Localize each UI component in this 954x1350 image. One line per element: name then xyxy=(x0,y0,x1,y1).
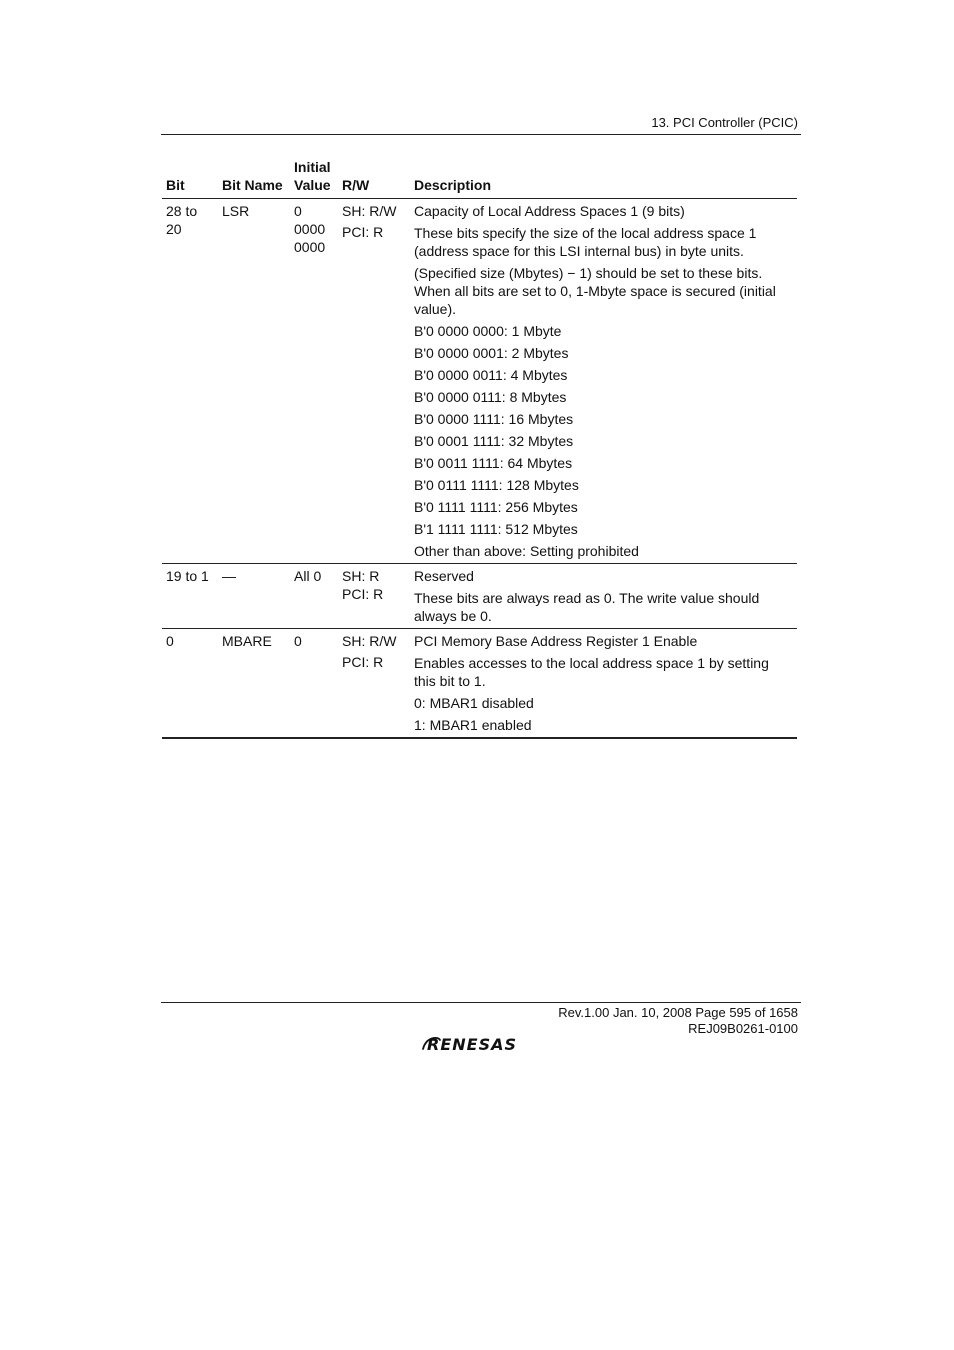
cell-rw xyxy=(338,199,410,564)
cell-bit-name: — xyxy=(218,564,290,629)
description-line: 1: MBAR1 enabled xyxy=(414,717,532,733)
cell-description xyxy=(410,564,797,629)
footer-divider xyxy=(161,1002,801,1003)
description-line: Enables accesses to the local address space 1 by setting this bit to 1. xyxy=(414,655,769,689)
cell-initial-value xyxy=(290,629,338,739)
description-line: B'0 1111 1111: 256 Mbytes xyxy=(414,499,578,515)
table-row xyxy=(162,629,797,739)
initial-value-line2: 0000 xyxy=(294,239,326,255)
rw-pci: PCI: R xyxy=(342,654,384,670)
cell-rw xyxy=(338,629,410,739)
description-line: B'0 0000 0111: 8 Mbytes xyxy=(414,389,567,405)
cell-bit-name: LSR xyxy=(218,199,290,564)
description-line: B'1 1111 1111: 512 Mbytes xyxy=(414,521,578,537)
column-header-description: Description xyxy=(410,157,797,199)
description-line: (Specified size (Mbytes) − 1) should be set to these bits. When all bits are set to 0, 1-Mbyte space is secured (initial value). xyxy=(414,265,776,317)
cell-initial-value xyxy=(290,199,338,564)
column-header-initial-value xyxy=(290,157,338,199)
footer-document-code: REJ09B0261-0100 xyxy=(688,1021,798,1036)
description-line: These bits specify the size of the local address space 1 (address space for this LSI internal bus) in byte units. xyxy=(414,225,757,259)
renesas-logo-mark xyxy=(420,1034,542,1054)
description-line: B'0 0011 1111: 64 Mbytes xyxy=(414,455,573,471)
description-line: B'0 0000 0011: 4 Mbytes xyxy=(414,367,568,383)
description-line: Reserved xyxy=(414,568,474,584)
description-line: B'0 0001 1111: 32 Mbytes xyxy=(414,433,574,449)
column-header-initial-line1: Initial xyxy=(294,159,331,175)
description-line: These bits are always read as 0. The write value should always be 0. xyxy=(414,590,760,624)
description-line: Capacity of Local Address Spaces 1 (9 bits) xyxy=(414,203,685,219)
page-footer xyxy=(558,1005,798,1037)
description-line: Other than above: Setting prohibited xyxy=(414,543,639,559)
renesas-logo xyxy=(420,1034,542,1054)
cell-bit-name: MBARE xyxy=(218,629,290,739)
description-line: B'0 0111 1111: 128 Mbytes xyxy=(414,477,579,493)
cell-description xyxy=(410,199,797,564)
description-line: B'0 0000 1111: 16 Mbytes xyxy=(414,411,574,427)
table-row xyxy=(162,564,797,629)
cell-bit: 0 xyxy=(162,629,218,739)
column-header-rw: R/W xyxy=(338,157,410,199)
cell-description xyxy=(410,629,797,739)
rw-sh: SH: R/W xyxy=(342,203,397,219)
column-header-initial-line2: Value xyxy=(294,177,331,193)
description-line: PCI Memory Base Address Register 1 Enable xyxy=(414,633,698,649)
initial-value-line1: 0 xyxy=(294,633,302,649)
logo-wordmark: RENESAS xyxy=(427,1035,517,1054)
register-bit-table xyxy=(162,157,797,739)
description-line: 0: MBAR1 disabled xyxy=(414,695,534,711)
header-divider xyxy=(161,134,801,135)
rw-sh: SH: R/W xyxy=(342,633,397,649)
description-line: B'0 0000 0001: 2 Mbytes xyxy=(414,345,569,361)
running-header: 13. PCI Controller (PCIC) xyxy=(651,115,798,130)
description-line: B'0 0000 0000: 1 Mbyte xyxy=(414,323,562,339)
cell-bit: 19 to 1 xyxy=(162,564,218,629)
table-header-row xyxy=(162,157,797,199)
cell-rw xyxy=(338,564,410,629)
table-row xyxy=(162,199,797,564)
initial-value-line1: 0 0000 xyxy=(294,203,326,237)
rw-pci: PCI: R xyxy=(342,586,384,602)
initial-value-line1: All 0 xyxy=(294,568,322,584)
column-header-bit: Bit xyxy=(162,157,218,199)
cell-initial-value xyxy=(290,564,338,629)
rw-sh: SH: R xyxy=(342,568,380,584)
column-header-bit-name: Bit Name xyxy=(218,157,290,199)
rw-pci: PCI: R xyxy=(342,224,384,240)
footer-revision: Rev.1.00 Jan. 10, 2008 Page 595 of 1658 xyxy=(558,1005,798,1020)
cell-bit: 28 to 20 xyxy=(162,199,218,564)
